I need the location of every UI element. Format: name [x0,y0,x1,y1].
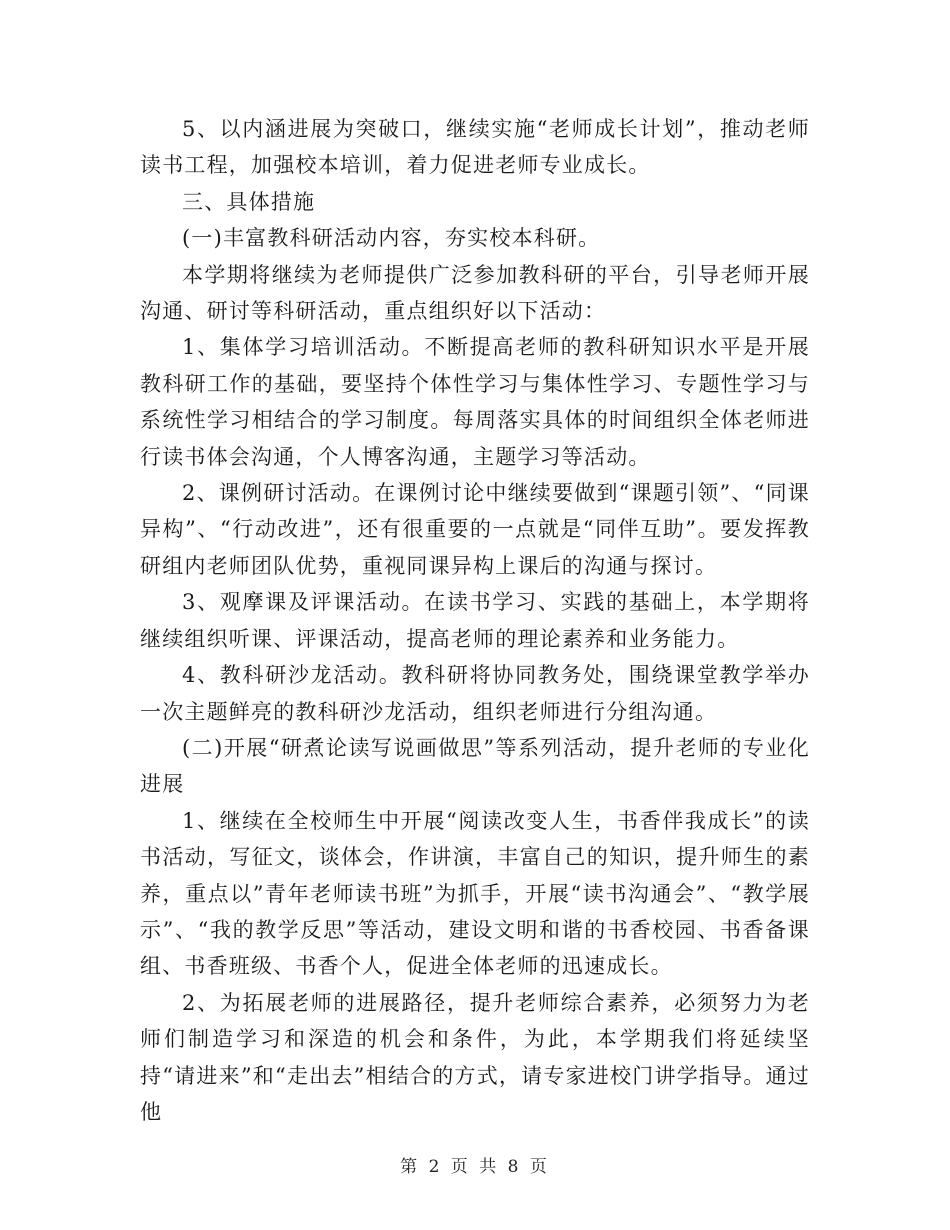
paragraph-activity-2: 2、课例研讨活动。在课例讨论中继续要做到“课题引领”、“同课异构”、“行动改进”，还有很重要的一点就是“同伴互助”。要发挥教研组内老师团队优势，重视同课异构上课后的沟通与探讨。 [140,481,810,578]
paragraph-activity-3: 3、观摩课及评课活动。在读书学习、实践的基础上，本学期将继续组织听课、评课活动，提高老师的理论素养和业务能力。 [140,590,810,651]
subsection-heading-2: (二)开展“研煮论读写说画做思”等系列活动，提升老师的专业化进展 [140,735,810,797]
paragraph-intro: 本学期将继续为老师提供广泛参加教科研的平台，引导老师开展沟通、研讨等科研活动，重点组织好以下活动： [140,262,810,324]
subsection-heading-1: (一)丰富教科研活动内容，夯实校本科研。 [182,226,601,251]
paragraph-reading-activity: 1、继续在全校师生中开展“阅读改变人生，书香伴我成长”的读书活动，写征文，谈体会，作讲演，丰富自己的知识，提升师生的素养，重点以”青年老师读书班”为抓手，开展“读书沟通会”、“教学展示”、“我的教学反思”等活动，建设文明和谐的书香校园、书香备课组、书香班级、书香个人，促进全体老师的迅速成长。 [140,808,810,979]
paragraph-training-path: 2、为拓展老师的进展路径，提升老师综合素养，必须努力为老师们制造学习和深造的机会和条件，为此，本学期我们将延续坚持“请进来”和“走出去”相结合的方式，请专家进校门讲学指导。通过他 [140,990,810,1124]
paragraph-measure-5: 5、以内涵进展为突破口，继续实施“老师成长计划”，推动老师读书工程，加强校本培训，着力促进老师专业成长。 [140,117,810,178]
section-heading-measures: 三、具体措施 [182,189,316,214]
document-body [140,111,810,1130]
paragraph-activity-1: 1、集体学习培训活动。不断提高老师的教科研知识水平是开展教科研工作的基础，要坚持个体性学习与集体性学习、专题性学习与系统性学习相结合的学习制度。每周落实具体的时间组织全体老师进行读书体会沟通，个人博客沟通，主题学习等活动。 [140,335,810,469]
paragraph-activity-4: 4、教科研沙龙活动。教科研将协同教务处，围绕课堂教学举办一次主题鲜亮的教科研沙龙活动，组织老师进行分组沟通。 [140,663,810,724]
page-number: 第 2 页 共 8 页 [400,1157,550,1177]
